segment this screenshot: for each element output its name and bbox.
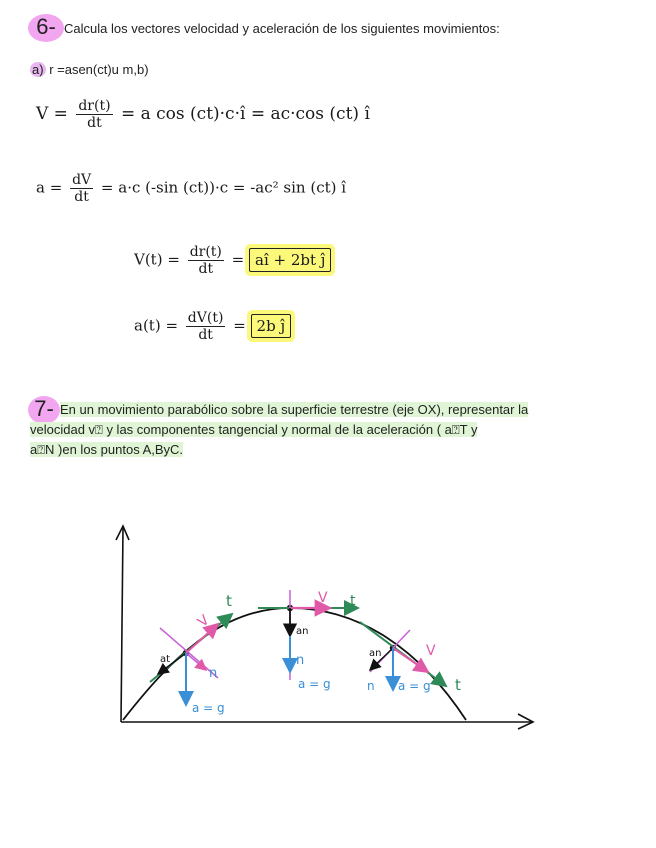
label-t-top: t — [350, 593, 356, 609]
acceleration-t-derivative: $\frac{dV(t)}{dt}$ — [187, 310, 224, 343]
parabolic-trajectory — [123, 608, 466, 720]
part-a-label: a) — [32, 62, 44, 77]
velocity-derivative: $\frac{dr(t)}{dt}$ — [78, 98, 111, 131]
part-a-text: r =asen(ct)u m,b) — [49, 62, 149, 77]
label-ag-top: a = g — [298, 677, 331, 691]
label-ag-left: a = g — [192, 701, 225, 715]
label-ag-right: a = g — [398, 679, 431, 693]
label-v-top: V — [318, 590, 328, 606]
projectile-diagram — [0, 510, 656, 750]
label-an-top: an — [296, 626, 309, 637]
acceleration-result: = a·c (-sin (ct))·c = -ac² sin (ct) î — [100, 178, 347, 197]
label-t-right: t — [455, 676, 461, 694]
problem-6-prompt: Calcula los vectores velocidad y aceleración de los siguientes movimientos: — [64, 21, 500, 36]
label-n-top: n — [296, 653, 305, 668]
label-t-left: t — [226, 592, 232, 610]
acceleration-t-symbol: a(t) — [134, 316, 161, 335]
velocity-symbol: V — [36, 104, 49, 124]
acceleration-symbol: a — [36, 178, 45, 197]
problem-7-number: 7- — [28, 396, 60, 424]
label-n-right: n — [367, 679, 375, 693]
acceleration-t-result-box: 2b ĵ — [251, 314, 292, 338]
equation-acceleration: a = $\frac{dV}{dt}$ = a·c (-sin (ct))·c = -ac² sin (ct) î — [36, 172, 347, 205]
problem-7-prompt — [30, 400, 620, 460]
label-an-right: an — [369, 648, 382, 659]
velocity-result: = a cos (ct)·c·î = ac·cos (ct) î — [120, 104, 370, 124]
problem-7-line-1: En un movimiento parabólico sobre la superficie terrestre (eje OX), representar la — [60, 402, 529, 417]
velocity-t-derivative: $\frac{dr(t)}{dt}$ — [189, 244, 222, 277]
velocity-t-symbol: V(t) — [134, 250, 163, 269]
velocity-t-result-box: aî + 2bt ĵ — [249, 248, 331, 272]
equation-velocity-t: V(t) = $\frac{dr(t)}{dt}$ = aî + 2bt ĵ — [134, 244, 331, 277]
velocity-arrow-c — [393, 648, 428, 672]
acceleration-derivative: $\frac{dV}{dt}$ — [72, 172, 92, 205]
label-n-left: n — [209, 666, 218, 681]
problem-6-number: 6- — [28, 14, 64, 42]
label-at-left: at — [160, 654, 171, 665]
equation-acceleration-t: a(t) = $\frac{dV(t)}{dt}$ = 2b ĵ — [134, 310, 291, 343]
y-axis — [121, 528, 123, 722]
problem-7-line-2: velocidad v⍰ y las componentes tangencial y normal de la aceleración ( a⍰T y — [30, 422, 478, 437]
an-arrow-a — [186, 653, 206, 670]
problem-7-line-3: a⍰N )en los puntos A,ByC. — [30, 442, 184, 457]
label-v-right: V — [426, 643, 436, 659]
label-v-left: V — [194, 612, 213, 631]
equation-velocity: V = $\frac{dr(t)}{dt}$ = a cos (ct)·c·î = ac·cos (ct) î — [36, 98, 370, 131]
part-a-statement — [30, 60, 149, 80]
